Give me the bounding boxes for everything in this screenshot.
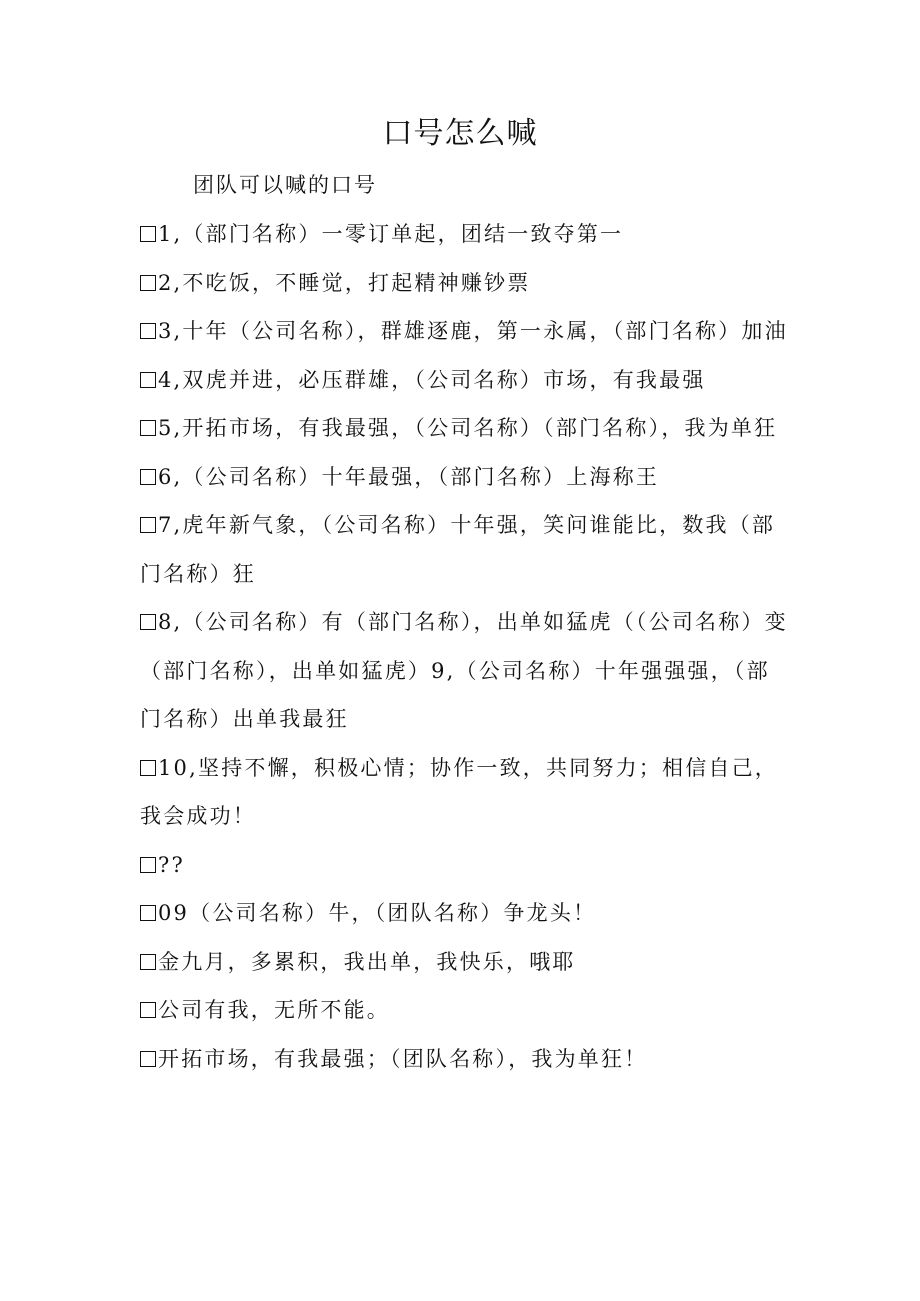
checkbox-square-icon [140,275,156,291]
checkbox-square-icon [140,226,156,242]
checkbox-square-icon [140,857,156,873]
slogan-item: 金九月，多累积，我出单，我快乐，哦耶 [140,938,790,987]
checkbox-square-icon [140,614,156,630]
document-title: 口号怎么喊 [382,116,538,151]
slogan-item: 10,坚持不懈，积极心情；协作一致，共同努力；相信自己，我会成功！ [140,755,778,828]
slogan-item: 4,双虎并进，必压群雄，（公司名称）市场，有我最强 [140,356,790,405]
slogan-item: 3,十年（公司名称），群雄逐鹿，第一永属，（部门名称）加油 [140,307,790,356]
checkbox-square-icon [140,905,156,921]
slogan-item: 5,开拓市场，有我最强，（公司名称）（部门名称），我为单狂 [140,404,790,453]
slogan-list [140,210,790,1083]
checkbox-square-icon [140,420,156,436]
checkbox-square-icon [140,1051,156,1067]
checkbox-square-icon [140,517,156,533]
checkbox-square-icon [140,1002,156,1018]
checkbox-square-icon [140,760,156,776]
slogan-item: 开拓市场，有我最强；（团队名称），我为单狂！ [140,1035,790,1084]
checkbox-square-icon [140,323,156,339]
slogan-item: 6,（公司名称）十年最强，（部门名称）上海称王 [140,453,790,502]
slogan-item: 公司有我，无所不能。 [140,986,790,1035]
slogan-item: 7,虎年新气象，（公司名称）十年强，笑问谁能比，数我（部门名称）狂 [140,513,776,586]
checkbox-square-icon [140,469,156,485]
slogan-item: ?? [140,841,790,890]
document-subtitle: 团队可以喊的口号 [193,173,377,197]
slogan-item: 09（公司名称）牛，（团队名称）争龙头！ [140,889,790,938]
slogan-item: 1,（部门名称）一零订单起，团结一致夺第一 [140,210,790,259]
slogan-item: 8,（公司名称）有（部门名称），出单如猛虎（（公司名称）变（部门名称），出单如猛虎）9,（公司名称）十年强强强，（部门名称）出单我最狂 [140,610,788,731]
slogan-item: 2,不吃饭，不睡觉，打起精神赚钞票 [140,259,790,308]
checkbox-square-icon [140,954,156,970]
checkbox-square-icon [140,372,156,388]
